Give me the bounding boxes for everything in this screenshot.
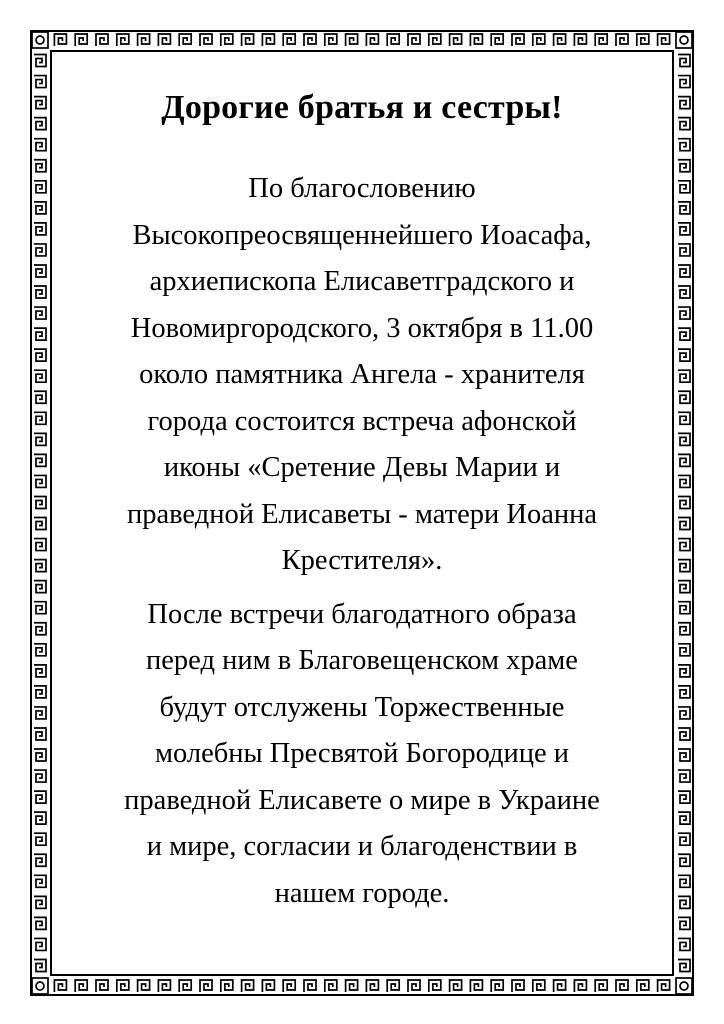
paragraph-2-line: и мире, согласии и благоденствии в (146, 831, 578, 862)
paragraph-1-line: иконы «Сретение Девы Марии и (163, 452, 561, 483)
paragraph-1-line: Высокопреосвященнейшего Иоасафа, (132, 219, 592, 251)
paragraph-1-line: праведной Елисаветы - матери Иоанна (126, 498, 598, 530)
paragraph-2-line: праведной Елисавете о мире в Украине (124, 784, 600, 816)
paragraph-2-line: перед ним в Благовещенском храме (146, 645, 578, 676)
paragraph-1-line: архиепископа Елисаветградского и (149, 266, 575, 297)
paragraph-2-line: будут отслужены Торжественные (159, 691, 565, 723)
paragraph-1-line: города состоится встреча афонской (147, 405, 577, 437)
paragraph-1-line: около памятника Ангела - хранителя (139, 359, 585, 390)
paragraph-2-line: молебны Пресвятой Богородице и (154, 738, 570, 769)
paragraph-1-line: Крестителя». (281, 545, 443, 576)
notice-paragraph-1 (66, 166, 658, 585)
paragraph-2-line: После встречи благодатного образа (147, 598, 577, 630)
paragraph-1-line: Новомиргородского, 3 октября в 11.00 (130, 312, 594, 344)
notice-paragraph-2 (66, 592, 658, 918)
paragraph-1-line: По благословению (248, 173, 476, 204)
notice-content (66, 88, 658, 917)
paragraph-2-line: нашем городе. (274, 877, 450, 909)
notice-title: Дорогие братья и сестры! (161, 89, 563, 126)
